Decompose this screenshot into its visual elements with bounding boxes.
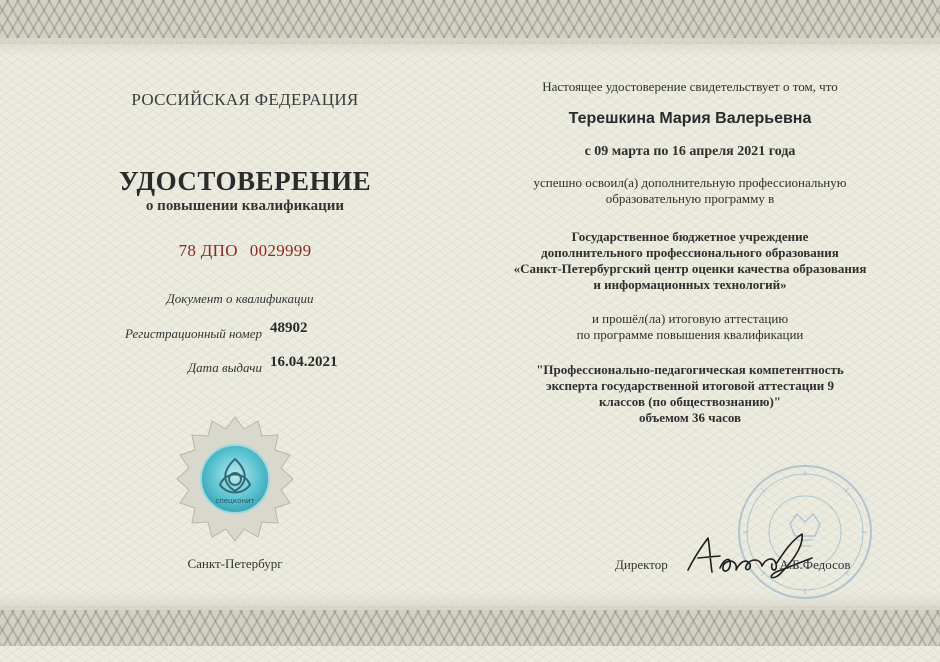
intro-text: Настоящее удостоверение свидетельствует о том, что [542, 79, 838, 94]
director-name: А.Б.Федосов [779, 557, 851, 572]
text-line: успешно освоил(а) дополнительную профессиональную [533, 175, 847, 190]
issue-city: Санкт-Петербург [187, 556, 283, 571]
registration-number-value: 48902 [270, 320, 308, 336]
document-subtitle: о повышении квалификации [145, 198, 345, 214]
attestation-text [470, 311, 910, 343]
hologram-seal-icon [170, 415, 300, 545]
document-type: Документ о квалификации [166, 291, 314, 306]
text-line: объемом 36 часов [638, 410, 742, 425]
text-line: эксперта государственной итоговой аттестации 9 [545, 378, 835, 393]
guilloche-band-bottom [0, 606, 940, 646]
text-line: "Профессионально-педагогическая компетентность [536, 362, 844, 377]
mastered-program-text [470, 175, 910, 207]
issue-date-label: Дата выдачи [187, 360, 262, 375]
band-fade-top [0, 38, 940, 56]
holder-full-name: Терешкина Мария Валерьевна [568, 110, 812, 127]
program-name [470, 362, 910, 426]
text-line: Государственное бюджетное учреждение [571, 229, 809, 244]
serial-digits: 0029999 [249, 241, 312, 260]
text-line: и информационных технологий» [593, 277, 787, 292]
document-title: УДОСТОВЕРЕНИЕ [118, 166, 372, 196]
text-line: образовательную программу в [605, 191, 775, 206]
text-line: по программе повышения квалификации [576, 327, 804, 342]
registration-number-label: Регистрационный номер [125, 326, 262, 341]
director-label: Директор [615, 557, 668, 572]
serial-number [90, 241, 400, 261]
institution-name [470, 229, 910, 293]
country-heading: РОССИЙСКАЯ ФЕДЕРАЦИЯ [131, 90, 359, 109]
serial-prefix: 78 ДПО [178, 241, 238, 260]
seal-caption: спецконит [215, 497, 255, 505]
issue-date-value: 16.04.2021 [270, 354, 338, 370]
text-line: «Санкт-Петербургский центр оценки качества образования [513, 261, 867, 276]
text-line: и прошёл(ла) итоговую аттестацию [591, 311, 789, 326]
text-line: дополнительного профессионального образования [541, 245, 839, 260]
training-period: с 09 марта по 16 апреля 2021 года [584, 144, 796, 159]
text-line: классов (по обществознанию)" [598, 394, 781, 409]
director-signature [680, 528, 820, 584]
